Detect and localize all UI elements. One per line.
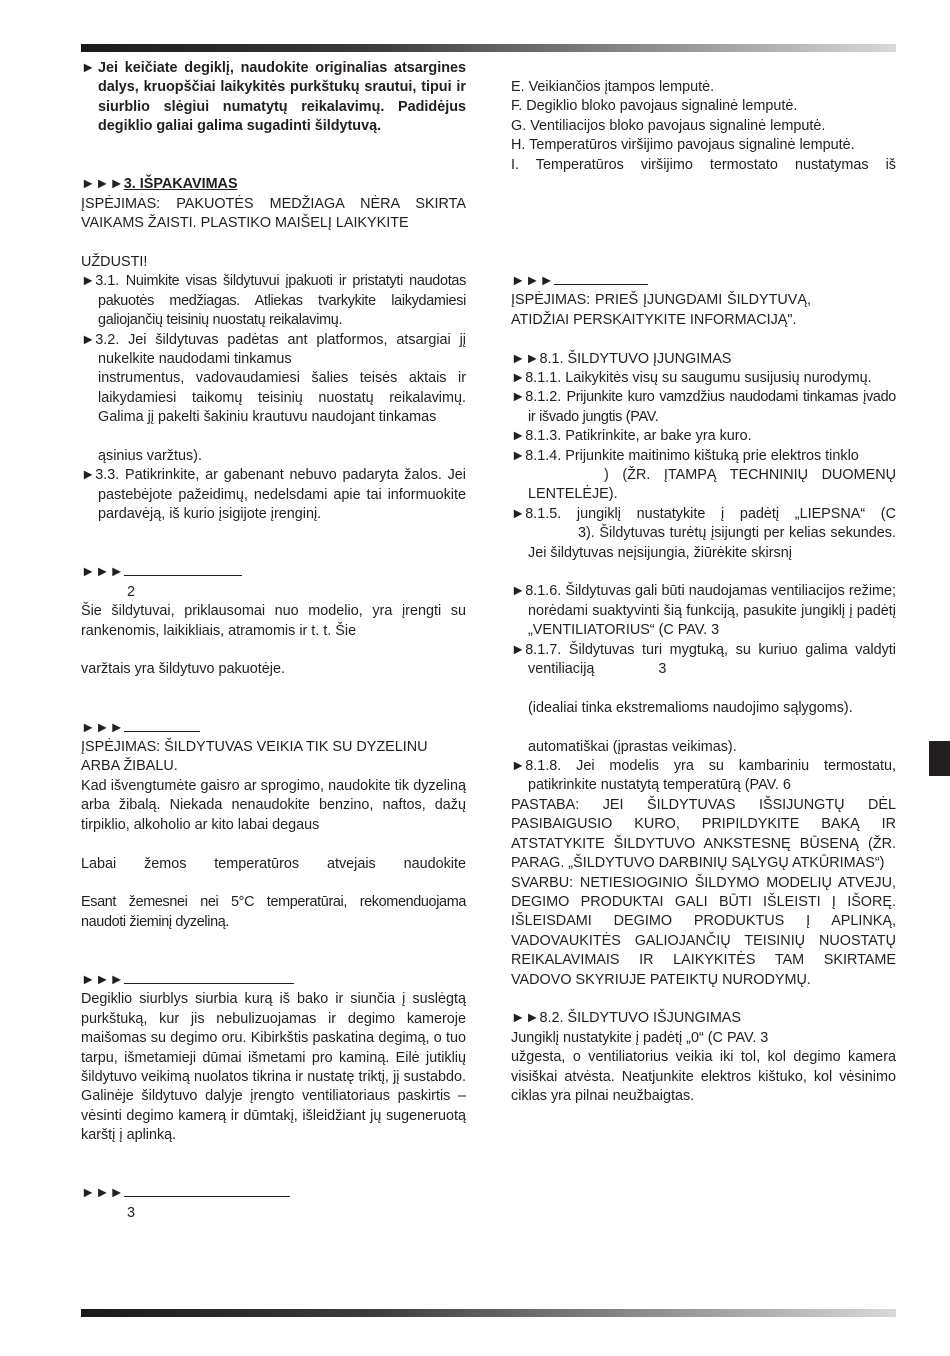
indirect-heating-important: SVARBU: NETIESIOGINIO ŠILDYMO MODELIŲ ATVEJU, DEGIMO PRODUKTAI GALI BŪTI IŠLEISTI Į IŠORĘ. IŠLEISDAMI DEGIMO PRODUKTUS Į APLINKĄ, VADOVAUKITĖS GALIOJANČIŲ TEISINIŲ NUOSTATŲ REIKALAVIMAIS IR LAIKYKITĖS TAM SKIRTAME VADOVO SKYRIUJE PATEIKTŲ NURODYMŲ.: [511, 874, 896, 988]
item-8-1-3: ►8.1.3. Patikrinkite, ar bake yra kuro.: [511, 428, 752, 445]
item-3-3: ►3.3. Patikrinkite, ar gabenant nebuvo padaryta žalos. Jei pastebėjote pažeidimų, nedelsdami apie tai informuokite pardavėją, iš kurio įsigijote įrenginį.: [81, 467, 466, 523]
section-4-figure-ref: 2: [127, 583, 136, 600]
fuel-low-temp: Labai žemos temperatūros atvejais naudokite: [81, 855, 466, 872]
item-8-1-4-cont: ) (ŽR. ĮTAMPĄ TECHNINIŲ DUOMENŲ LENTELĖJE).: [528, 467, 896, 503]
subsection-8-1-heading: ►►8.1. ŠILDYTUVO ĮJUNGIMAS: [511, 350, 732, 367]
arrows-icon: ►►►: [81, 719, 124, 736]
fuel-out-note: PASTABA: JEI ŠILDYTUVAS IŠSIJUNGTŲ DĖL PASIBAIGUSIO KURO, PRIPILDYKITE BAKĄ IR ATSTATYKITE ŠILDYTUVO ANKSTESNĘ BŪSENĄ (ŽR. PARAG. „ŠILDYTUVO DARBINIŲ SĄLYGŲ ATKŪRIMAS“): [511, 796, 896, 872]
item-8-1-2: ►8.1.2. Prijunkite kuro vamzdžius naudodami tinkamas įvado ir išvado jungtis (PAV.: [511, 389, 896, 425]
item-3-2: ►3.2. Jei šildytuvas padėtas ant platformos, atsargiai jį nukelkite naudodami tinkamus: [81, 331, 466, 368]
fuel-warning: ĮSPĖJIMAS: ŠILDYTUVAS VEIKIA TIK SU DYZELINU ARBA ŽIBALU.: [81, 739, 428, 775]
section-6-heading: [81, 971, 466, 990]
item-8-1-5-cont: 3). Šildytuvas turėtų įsijungti per kelias sekundes. Jei šildytuvas neįsijungia, žiūrėkite skirsnį: [528, 525, 896, 561]
section-tab-marker: [929, 741, 950, 776]
heading-rule: [124, 719, 200, 732]
section-4-text: Šie šildytuvai, priklausomai nuo modelio, yra įrengti su rankenomis, laikikliais, atramomis ir t. t. Šie: [81, 603, 466, 639]
top-rule: [81, 44, 896, 52]
arrows-icon: ►►►: [511, 272, 554, 289]
item-3-2-cont: instrumentus, vadovaudamiesi šalies teisės aktais ir laikydamiesi taikomų teisinių nuostatų reikalavimų. Galima jį pakelti šakiniu krautuvu naudojant tinkamas: [98, 370, 466, 426]
right-column: [511, 78, 896, 1106]
section-8-heading: [511, 272, 896, 291]
arrows-icon: ►►►: [81, 564, 124, 581]
item-8-1-7-auto: automatiškai (įprastas veikimas).: [528, 738, 737, 755]
subsection-8-2-heading: ►►8.2. ŠILDYTUVO IŠJUNGIMAS: [511, 1010, 742, 1027]
item-8-1-7-extreme: (idealiai tinka ekstremalioms naudojimo sąlygoms).: [528, 699, 853, 716]
item-8-1-7: ►8.1.7. Šildytuvas turi mygtuką, su kuriuo galima valdyti ventiliaciją 3: [511, 641, 896, 680]
unpack-warning-end: UŽDUSTI!: [81, 254, 148, 271]
shutdown-text: Jungiklį nustatykite į padėtį „0“ (C PAV. 3: [511, 1029, 769, 1046]
heading-rule: [124, 971, 294, 984]
fuel-text: Kad išvengtumėte gaisro ar sprogimo, naudokite tik dyzeliną arba žibalą. Niekada nenaudokite benzino, naftos, dažų tirpiklio, alkoholio ar kito labai degaus: [81, 777, 466, 833]
arrows-icon: ►►►: [81, 971, 124, 988]
section-3-heading: ►►►3. IŠPAKAVIMAS: [81, 176, 238, 193]
legend-i: I. Temperatūros viršijimo termostato nustatymas iš: [511, 156, 896, 173]
heading-rule: [124, 563, 242, 576]
section-4-text-end: varžtais yra šildytuvo pakuotėje.: [81, 661, 285, 678]
left-column: [81, 59, 466, 1223]
arrow-bullet-icon: ►: [81, 60, 96, 76]
unpack-warning: ĮSPĖJIMAS: PAKUOTĖS MEDŽIAGA NĖRA SKIRTA VAIKAMS ŽAISTI. PLASTIKO MAIŠELĮ LAIKYKITE: [81, 195, 466, 232]
item-8-1-5: ►8.1.5. jungiklį nustatykite į padėtį „LIEPSNA“ (C: [511, 505, 896, 522]
section-7-figure-ref: 3: [127, 1204, 136, 1221]
figure-ref: 3: [658, 661, 667, 678]
legend-h: H. Temperatūros viršijimo pavojaus signalinė lemputė.: [511, 137, 855, 154]
operation-text: Degiklio siurblys siurbia kurą iš bako ir siunčia į suslėgtą purkštuką, kur jis nebulizuojamas ir degimo kameroje maišomas su degimo oru. Kibirkštis paskatina degimą, o tuo tarpu, išmetamieji dūmai išmetami pro kaminą. Eilė jutiklių šildytuvo veikimą nuolatos tikrina ir nustatę triktį, jį sustabdo. Galinėje šildytuvo dalyje įrengto ventiliatoriaus paskirtis – vėsinti degimo kamerą ir dūmtakį, išleidžiant jų sugeneruotą karštį į aplinką.: [81, 991, 466, 1144]
shutdown-text-cont: užgesta, o ventiliatorius veikia iki tol, kol degimo kamera visiškai atvėsta. Neatjunkite elektros kištuko, kol vėsinimo ciklas yra pilnai neužbaigtas.: [511, 1049, 896, 1104]
section-7-heading: [81, 1184, 466, 1203]
legend-e: E. Veikiančios įtampos lemputė.: [511, 79, 715, 95]
arrows-icon: ►►►: [81, 1185, 124, 1202]
arrows-icon: ►►►: [81, 176, 124, 193]
fuel-winter: Esant žemesnei nei 5°C temperatūrai, rekomenduojama naudoti žieminį dyzeliną.: [81, 894, 466, 930]
item-8-1-1: ►8.1.1. Laikykitės visų su saugumu susijusių nurodymų.: [511, 370, 872, 386]
item-8-1-6: ►8.1.6. Šildytuvas gali būti naudojamas ventiliacijos režime; norėdami suaktyvinti šią funkciją, pasukite jungiklį į padėtį „VENTILIATORIUS“ (C PAV. 3: [511, 583, 896, 639]
startup-warning: ĮSPĖJIMAS: PRIEŠ ĮJUNGDAMI ŠILDYTUVĄ, ATIDŽIAI PERSKAITYKITE INFORMACIJĄ".: [511, 292, 811, 328]
item-8-1-4: ►8.1.4. Prijunkite maitinimo kištuką prie elektros tinklo: [511, 447, 859, 464]
item-3-1: ►3.1. Nuimkite visas šildytuvui įpakuoti ir pristatyti naudotas pakuotės medžiagas. Atliekas tvarkykite laikydamiesi galiojančių teisinių nuostatų reikalavimų.: [81, 273, 466, 329]
item-8-1-8: ►8.1.8. Jei modelis yra su kambariniu termostatu, patikrinkite nustatytą temperatūrą (PAV. 6: [511, 758, 897, 794]
legend-f: F. Degiklio bloko pavojaus signalinė lemputė.: [511, 98, 798, 115]
burner-warning: ► Jei keičiate degiklį, naudokite originalias atsargines dalys, kruopščiai laikykitės purkštukų srautui, tipui ir siurblio slėgiui numatytų reikalavimų. Padidėjus degiklio galiai galima sugadinti šildytuvą.: [81, 60, 466, 135]
heading-rule: [124, 1184, 290, 1197]
item-3-2-end: ąsinius varžtus).: [98, 448, 202, 465]
section-5-heading: [81, 719, 466, 738]
bottom-rule: [81, 1309, 896, 1317]
heading-rule: [554, 272, 648, 285]
section-4-heading: [81, 563, 466, 582]
legend-g: G. Ventiliacijos bloko pavojaus signalinė lemputė.: [511, 117, 826, 134]
